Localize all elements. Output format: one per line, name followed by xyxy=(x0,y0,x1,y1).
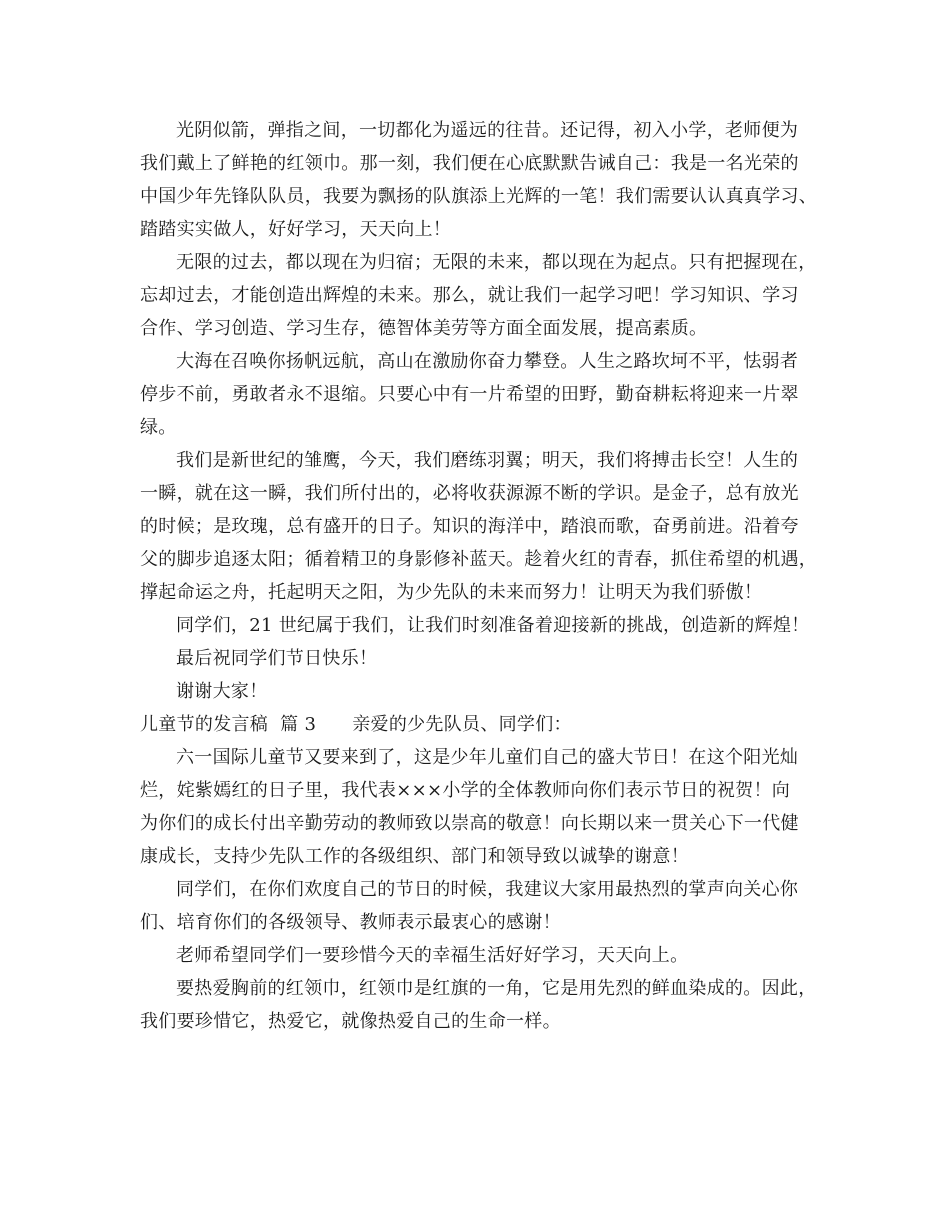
paragraph-10 xyxy=(140,939,830,972)
paragraph-line: 合作、学习创造、学习生存，德智体美劳等方面全面发展，提高素质。 xyxy=(140,318,708,339)
paragraph-line: 我们戴上了鲜艳的红领巾。那一刻，我们便在心底默默告诫自己：我是一名光荣的 xyxy=(140,153,799,174)
paragraph-line: 康成长，支持少先队工作的各级组织、部门和领导致以诚挚的谢意！ xyxy=(140,846,689,867)
paragraph-line: 们、培育你们的各级领导、教师表示最衷心的感谢！ xyxy=(140,912,561,933)
paragraph-8 xyxy=(140,741,830,873)
paragraph-line: 一瞬，就在这一瞬，我们所付出的，必将收获源源不断的学识。是金子，总有放光 xyxy=(140,483,799,504)
paragraph-line: 无限的过去，都以现在为归宿；无限的未来，都以现在为起点。只有把握现在， xyxy=(176,252,817,273)
paragraph-line: 最后祝同学们节日快乐！ xyxy=(176,648,378,669)
paragraph-1 xyxy=(140,114,830,246)
section-title: 儿童节的发言稿 篇 3 xyxy=(140,714,317,735)
paragraph-line: 老师希望同学们一要珍惜今天的幸福生活好好学习，天天向上。 xyxy=(176,945,689,966)
paragraph-line: 同学们，在你们欢度自己的节日的时候，我建议大家用最热烈的掌声向关心你 xyxy=(176,879,799,900)
paragraph-line: 撑起命运之舟，托起明天之阳，为少先队的未来而努力！让明天为我们骄傲！ xyxy=(140,582,763,603)
paragraph-line: 谢谢大家！ xyxy=(176,681,268,702)
paragraph-line: 的时候；是玫瑰，总有盛开的日子。知识的海洋中，踏浪而歌，奋勇前进。沿着夸 xyxy=(140,516,799,537)
paragraph-6 xyxy=(140,642,830,675)
paragraph-11 xyxy=(140,972,830,1038)
greeting: 亲爱的少先队员、同学们： xyxy=(352,714,572,735)
paragraph-line: 我们是新世纪的雏鹰，今天，我们磨练羽翼；明天，我们将搏击长空！人生的 xyxy=(176,450,799,471)
paragraph-line: 六一国际儿童节又要来到了，这是少年儿童们自己的盛大节日！在这个阳光灿 xyxy=(176,747,799,768)
paragraph-line: 同学们，21 世纪属于我们，让我们时刻准备着迎接新的挑战，创造新的辉煌！ xyxy=(176,615,810,636)
paragraph-9 xyxy=(140,873,830,939)
paragraph-line: 中国少年先锋队队员，我要为飘扬的队旗添上光辉的一笔！我们需要认认真真学习、 xyxy=(140,186,818,207)
paragraph-line: 忘却过去，才能创造出辉煌的未来。那么，就让我们一起学习吧！学习知识、学习 xyxy=(140,285,799,306)
document-body xyxy=(140,114,830,1038)
paragraph-line: 烂，姹紫嫣红的日子里，我代表×××小学的全体教师向你们表示节日的祝贺！向 xyxy=(140,780,791,801)
paragraph-line: 踏踏实实做人，好好学习，天天向上！ xyxy=(140,219,452,240)
section-heading xyxy=(140,708,830,741)
paragraph-line: 大海在召唤你扬帆远航，高山在激励你奋力攀登。人生之路坎坷不平，怯弱者 xyxy=(176,351,799,372)
paragraph-2 xyxy=(140,246,830,345)
paragraph-line: 为你们的成长付出辛勤劳动的教师致以崇高的敬意！向长期以来一贯关心下一代健 xyxy=(140,813,799,834)
paragraph-5 xyxy=(140,609,830,642)
paragraph-line: 光阴似箭，弹指之间，一切都化为遥远的往昔。还记得，初入小学，老师便为 xyxy=(176,120,799,141)
paragraph-7 xyxy=(140,675,830,708)
paragraph-4 xyxy=(140,444,830,609)
paragraph-line: 父的脚步追逐太阳；循着精卫的身影修补蓝天。趁着火红的青春，抓住希望的机遇， xyxy=(140,549,818,570)
paragraph-line: 绿。 xyxy=(140,417,177,438)
paragraph-line: 停步不前，勇敢者永不退缩。只要心中有一片希望的田野，勤奋耕耘将迎来一片翠 xyxy=(140,384,799,405)
paragraph-line: 我们要珍惜它，热爱它，就像热爱自己的生命一样。 xyxy=(140,1011,561,1032)
paragraph-line: 要热爱胸前的红领巾，红领巾是红旗的一角，它是用先烈的鲜血染成的。因此， xyxy=(176,978,817,999)
paragraph-3 xyxy=(140,345,830,444)
